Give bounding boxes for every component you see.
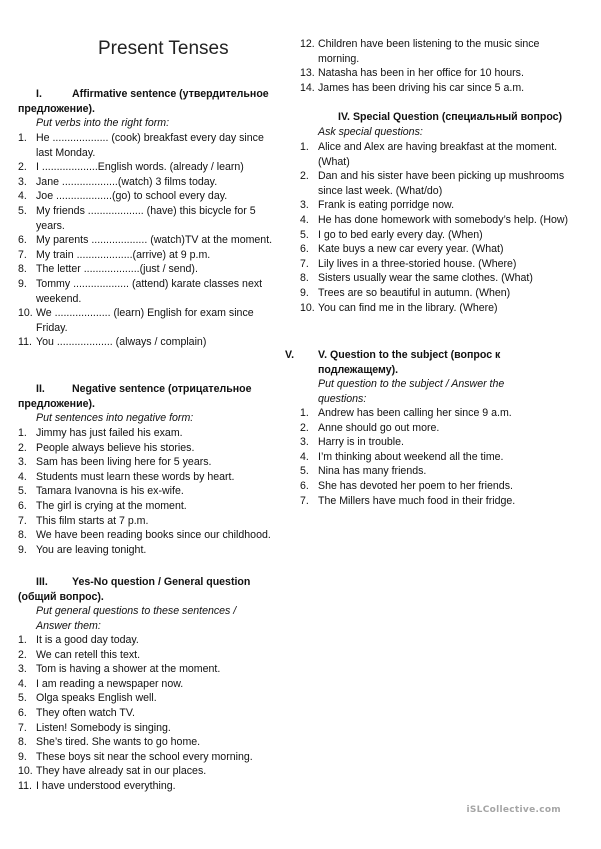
item-number: 9.	[18, 277, 27, 290]
item-text: Students must learn these words by heart.	[36, 470, 235, 483]
item-number: 2.	[300, 170, 309, 183]
item-number: 8.	[18, 263, 27, 276]
section-3-instruction: Put general questions to these sentences / Answer them:	[36, 605, 237, 632]
item-text: Joe ...................(go) to school every day.	[36, 190, 228, 203]
section-3-heading	[18, 575, 268, 604]
item-number: 3.	[18, 663, 27, 676]
item-number: 1.	[18, 132, 27, 144]
list-item	[18, 160, 280, 175]
item-number: 5.	[300, 228, 309, 241]
list-item	[300, 257, 570, 272]
list-item	[300, 271, 570, 286]
item-text: My parents ................... (watch)TV at the moment.	[36, 234, 273, 247]
section-5-instruction: Put question to the subject / Answer the questions:	[318, 378, 505, 405]
section-1-title: Affirmative sentence (утвердительное предложение).	[18, 88, 269, 115]
list-item	[300, 140, 570, 169]
item-text: He has done homework with somebody’s help. (How)	[318, 213, 569, 226]
item-text: He ................... (cook) breakfast every day since last Monday.	[36, 132, 264, 159]
list-item	[300, 169, 570, 198]
item-text: Tamara Ivanovna is his ex-wife.	[36, 485, 184, 498]
item-text: Frank is eating porridge now.	[318, 199, 455, 212]
item-text: My friends ................... (have) this bicycle for 5 years.	[36, 204, 256, 232]
item-text: The Millers have much food in their fridge.	[318, 494, 516, 507]
item-number: 5.	[300, 465, 309, 478]
item-number: 5.	[18, 204, 27, 217]
list-item	[18, 735, 280, 750]
item-number: 7.	[18, 514, 27, 527]
item-text: Alice and Alex are having breakfast at the moment. (What)	[318, 141, 558, 168]
list-item	[300, 450, 570, 465]
list-item	[300, 286, 570, 301]
item-number: 7.	[18, 248, 27, 261]
item-number: 1.	[300, 141, 309, 153]
watermark-logo: iSLCollective.com	[466, 805, 561, 815]
item-text: They often watch TV.	[36, 706, 135, 719]
item-text: You ................... (always / complain)	[36, 336, 207, 349]
list-item	[300, 421, 570, 436]
list-item	[300, 479, 570, 494]
item-text: This film starts at 7 p.m.	[36, 514, 149, 527]
item-text: I have understood everything.	[36, 779, 176, 792]
item-text: We ................... (learn) English for exam since Friday.	[36, 307, 254, 334]
list-item	[300, 66, 570, 81]
section-3-continued-list	[300, 37, 570, 95]
item-number: 8.	[18, 529, 27, 542]
list-item	[18, 528, 280, 543]
list-item	[300, 406, 570, 421]
list-item	[18, 262, 280, 277]
item-text: Tommy ................... (attend) karate classes next weekend.	[36, 277, 263, 305]
list-item	[18, 248, 280, 263]
list-item	[18, 779, 280, 794]
section-2-number: II.	[36, 383, 45, 395]
item-number: 6.	[18, 706, 27, 719]
list-item	[300, 198, 570, 213]
section-1-instruction: Put verbs into the right form:	[36, 117, 170, 129]
section-3-number: III.	[36, 576, 48, 588]
list-item	[18, 131, 280, 160]
list-item	[18, 233, 280, 248]
item-number: 2.	[18, 441, 27, 454]
item-text: James has been driving his car since 5 a.m.	[318, 81, 525, 94]
item-number: 10.	[18, 307, 33, 320]
section-4-number: IV.	[338, 111, 350, 123]
item-text: I am reading a newspaper now.	[36, 677, 184, 690]
section-1-number: I.	[36, 88, 42, 100]
item-text: You can find me in the library. (Where)	[318, 301, 498, 314]
section-4-instruction: Ask special questions:	[318, 126, 423, 138]
item-number: 7.	[300, 494, 309, 507]
list-item	[18, 750, 280, 765]
section-2-list	[18, 426, 280, 557]
section-2-title: Negative sentence (отрицательное предложение).	[18, 383, 252, 410]
section-4-heading	[338, 110, 588, 125]
section-5-list	[300, 406, 570, 508]
list-item	[300, 213, 570, 228]
list-item	[18, 721, 280, 736]
item-number: 10.	[18, 765, 33, 778]
section-4-list	[300, 140, 570, 315]
item-text: Sam has been living here for 5 years.	[36, 456, 212, 469]
list-item	[300, 464, 570, 479]
list-item	[18, 514, 280, 529]
item-text: These boys sit near the school every morning.	[36, 750, 253, 763]
item-text: The girl is crying at the moment.	[36, 499, 187, 512]
section-5-heading	[285, 348, 585, 377]
item-text: My train ...................(arrive) at 9 p.m.	[36, 248, 211, 261]
item-text: Olga speaks English well.	[36, 692, 157, 705]
item-number: 9.	[18, 750, 27, 763]
section-1-list	[18, 131, 280, 350]
item-text: The letter ...................(just / send).	[36, 263, 198, 276]
item-number: 2.	[18, 161, 27, 174]
item-text: She’s tired. She wants to go home.	[36, 736, 201, 749]
list-item	[18, 335, 280, 350]
list-item	[18, 277, 280, 306]
item-number: 8.	[18, 736, 27, 749]
item-text: Harry is in trouble.	[318, 436, 404, 449]
item-number: 3.	[300, 436, 309, 449]
item-text: Natasha has been in her office for 10 hours.	[318, 67, 524, 80]
section-4-title	[338, 110, 588, 125]
item-text: Tom is having a shower at the moment.	[36, 663, 221, 676]
item-number: 2.	[18, 648, 27, 661]
item-text: It is a good day today.	[36, 634, 139, 646]
item-text: We can retell this text.	[36, 648, 141, 661]
item-number: 6.	[18, 234, 27, 247]
item-number: 11.	[18, 779, 32, 792]
section-1-heading	[18, 87, 273, 116]
item-text: I go to bed early every day. (When)	[318, 228, 483, 241]
item-number: 4.	[18, 190, 27, 203]
item-number: 6.	[300, 479, 309, 492]
item-text: Jane ...................(watch) 3 films today.	[36, 175, 218, 188]
list-item	[18, 543, 280, 558]
section-2-instruction: Put sentences into negative form:	[36, 412, 194, 424]
item-number: 10.	[300, 301, 315, 314]
item-number: 14.	[300, 81, 315, 94]
item-text: You are leaving tonight.	[36, 543, 147, 556]
list-item	[18, 691, 280, 706]
list-item	[18, 499, 280, 514]
section-3-title: Yes-No question / General question (общий вопрос).	[18, 576, 251, 603]
item-number: 8.	[300, 272, 309, 285]
section-5-title: V. Question to the subject (вопрос к подлежащему).	[318, 349, 501, 376]
item-text: Trees are so beautiful in autumn. (When)	[318, 286, 511, 299]
section-5-number: V.	[285, 349, 295, 361]
item-number: 6.	[300, 243, 309, 256]
list-item	[300, 242, 570, 257]
item-text: Dan and his sister have been picking up mushrooms since last week. (What/do)	[318, 170, 565, 197]
item-number: 3.	[18, 456, 27, 469]
item-text: Anne should go out more.	[318, 421, 440, 434]
list-item	[18, 441, 280, 456]
item-text: Listen! Somebody is singing.	[36, 721, 171, 734]
item-text: Jimmy has just failed his exam.	[36, 427, 183, 439]
list-item	[18, 648, 280, 663]
item-number: 4.	[300, 450, 309, 463]
list-item	[300, 435, 570, 450]
section-4-title-text: Special Question (специальный вопрос)	[352, 111, 563, 123]
item-number: 9.	[18, 543, 27, 556]
item-number: 4.	[300, 213, 309, 226]
section-3-list	[18, 633, 280, 794]
list-item	[300, 37, 570, 66]
item-text: Children have been listening to the music since morning.	[318, 38, 540, 65]
item-text: Kate buys a new car every year. (What)	[318, 243, 504, 256]
list-item	[18, 706, 280, 721]
item-text: I’m thinking about weekend all the time.	[318, 450, 504, 463]
page-title: Present Tenses	[98, 38, 229, 59]
item-number: 1.	[300, 407, 309, 419]
item-text: They have already sat in our places.	[36, 765, 207, 778]
list-item	[18, 633, 280, 648]
item-text: Lily lives in a three-storied house. (Where)	[318, 257, 517, 270]
item-number: 5.	[18, 692, 27, 705]
item-number: 6.	[18, 499, 27, 512]
item-number: 11.	[18, 336, 32, 349]
list-item	[18, 189, 280, 204]
list-item	[300, 81, 570, 96]
item-number: 1.	[18, 427, 27, 439]
list-item	[300, 301, 570, 316]
list-item	[18, 764, 280, 779]
item-number: 5.	[18, 485, 27, 498]
list-item	[18, 470, 280, 485]
list-item	[18, 455, 280, 470]
section-2-heading	[18, 382, 273, 411]
item-text: Andrew has been calling her since 9 a.m.	[318, 407, 512, 419]
list-item	[18, 677, 280, 692]
item-text: We have been reading books since our childhood.	[36, 529, 271, 542]
item-number: 12.	[300, 38, 315, 50]
item-text: I ...................English words. (already / learn)	[36, 161, 244, 174]
item-text: People always believe his stories.	[36, 441, 195, 454]
item-number: 1.	[18, 634, 27, 646]
list-item	[18, 306, 280, 335]
item-text: Nina has many friends.	[318, 465, 427, 478]
item-number: 7.	[18, 721, 27, 734]
list-item	[18, 175, 280, 190]
item-number: 3.	[300, 199, 309, 212]
list-item	[300, 228, 570, 243]
item-number: 4.	[18, 677, 27, 690]
list-item	[300, 494, 570, 509]
item-number: 2.	[300, 421, 309, 434]
item-number: 3.	[18, 175, 27, 188]
list-item	[18, 426, 280, 441]
item-number: 9.	[300, 286, 309, 299]
list-item	[18, 204, 280, 233]
item-number: 7.	[300, 257, 309, 270]
item-text: She has devoted her poem to her friends.	[318, 479, 513, 492]
list-item	[18, 484, 280, 499]
item-number: 4.	[18, 470, 27, 483]
item-number: 13.	[300, 67, 315, 80]
item-text: Sisters usually wear the same clothes. (What)	[318, 272, 533, 285]
list-item	[18, 662, 280, 677]
